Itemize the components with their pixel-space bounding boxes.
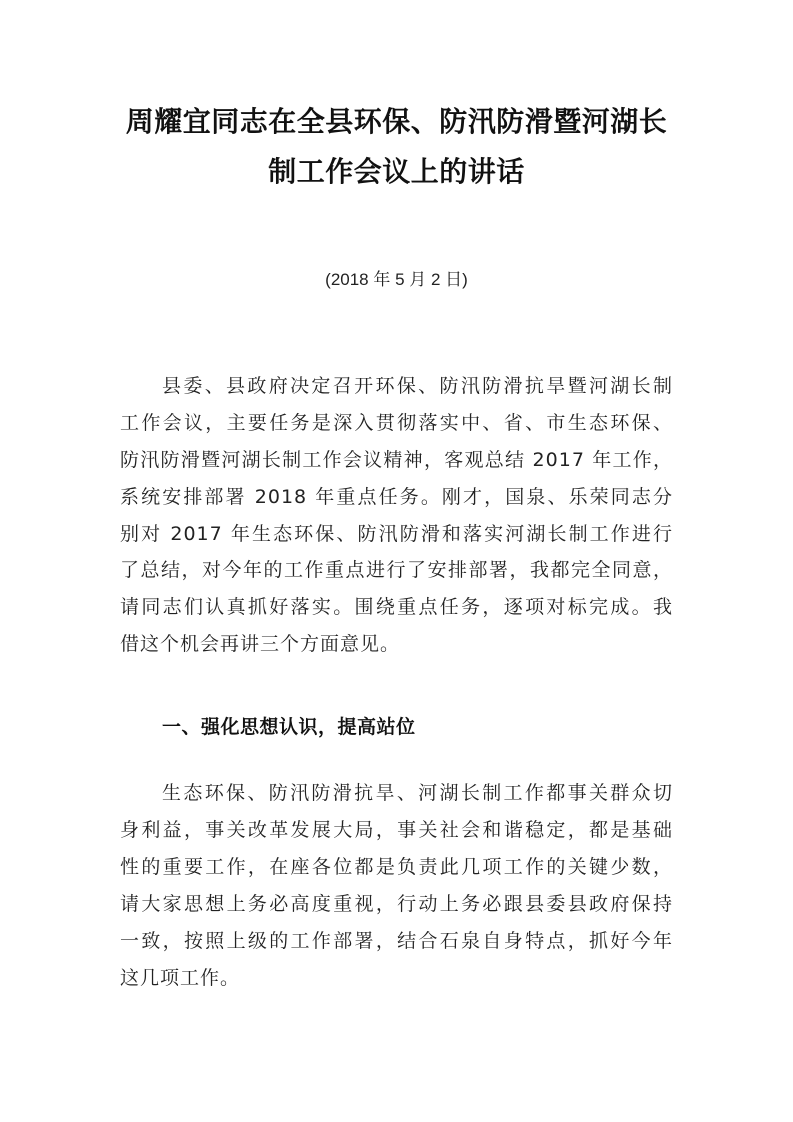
paragraph-2-line: 性的重要工作，在座各位都是负责此几项工作的关键少数， [120,856,673,878]
paragraph-1-line: 系统安排部署 2018 年重点任务。刚才，国泉、乐荣同志分 [120,486,673,508]
paragraph-2-line: 生态环保、防汛防滑抗旱、河湖长制工作都事关群众切 [162,782,673,804]
document-title-line-1: 周耀宜同志在全县环保、防汛防滑暨河湖长 [125,105,668,138]
document-title-line-2: 制工作会议上的讲话 [268,155,525,188]
paragraph-1-line: 县委、县政府决定召开环保、防汛防滑抗旱暨河湖长制 [162,375,673,397]
document-date: (2018 年 5 月 2 日) [325,270,468,289]
paragraph-2-line: 请大家思想上务必高度重视，行动上务必跟县委县政府保持 [120,893,673,915]
paragraph-1-line: 别对 2017 年生态环保、防汛防滑和落实河湖长制工作进行 [120,523,673,545]
paragraph-1-line: 请同志们认真抓好落实。围绕重点任务，逐项对标完成。我 [120,596,673,618]
paragraph-2-line: 身利益，事关改革发展大局，事关社会和谐稳定，都是基础 [120,819,673,841]
paragraph-1-line: 借这个机会再讲三个方面意见。 [120,633,401,655]
paragraph-1-line: 了总结，对今年的工作重点进行了安排部署，我都完全同意， [120,559,673,581]
paragraph-1-line: 防汛防滑暨河湖长制工作会议精神，客观总结 2017 年工作， [120,449,673,471]
paragraph-2-line: 这几项工作。 [120,967,241,989]
section-heading-1: 一、强化思想认识，提高站位 [162,716,416,738]
paragraph-1-line: 工作会议，主要任务是深入贯彻落实中、省、市生态环保、 [120,412,673,434]
paragraph-2-line: 一致，按照上级的工作部署，结合石泉自身特点，抓好今年 [120,930,673,952]
